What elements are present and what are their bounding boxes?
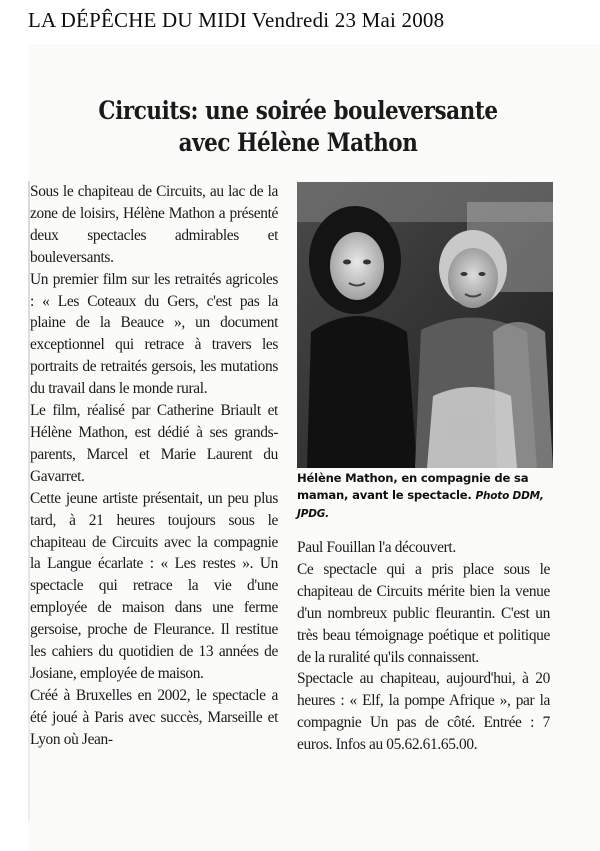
article-paragraph: Paul Fouillan l'a découvert. (297, 539, 456, 556)
photo-image (297, 182, 553, 468)
article-photo (297, 182, 553, 468)
headline-line-1: Circuits: une soirée bouleversante (98, 96, 498, 125)
article-paragraph: Le film, réalisé par Catherine Briault et Hélène Mathon, est dédié à ses grands-parents, Marcel et Marie Laurent du Gavarret. (30, 402, 278, 485)
headline-line-2: avec Hélène Mathon (178, 128, 418, 157)
article-paragraph: Sous le chapiteau de Circuits, au lac de la zone de loisirs, Hélène Mathon a présenté deux spectacles admirables et bouleversants. (30, 183, 278, 266)
photo-credit: Photo DDM, JPDG. (297, 490, 544, 520)
caption-text: Hélène Mathon, en compagnie de sa maman, avant le spectacle. (297, 471, 529, 502)
article-column-left (30, 181, 278, 751)
article-paragraph: Un premier film sur les retraités agricoles : « Les Coteaux du Gers, c'est pas la plaine de la Beauce », un document exceptionnel qui retrace à travers les portraits de retraités gersois, les mutations du travail dans le monde rural. (30, 270, 278, 398)
masthead: LA DÉPÊCHE DU MIDI Vendredi 23 Mai 2008 (28, 8, 445, 32)
article-paragraph: Spectacle au chapiteau, aujourd'hui, à 20 heures : « Elf, la pompe Afrique », par la compagnie Un pas de côté. Entrée : 7 euros. Infos au 05.62.61.65.00. (297, 670, 550, 754)
article-column-right (297, 537, 550, 756)
article-paragraph: Créé à Bruxelles en 2002, le spectacle a été joué à Paris avec succès, Marseille et Lyon où Jean- (30, 686, 278, 748)
photo-caption (297, 470, 553, 523)
article-paragraph: Ce spectacle qui a pris place sous le chapiteau de Circuits mérite bien la venue d'un nombreux public fleurantin. C'est un très beau témoignage poétique et politique de la ruralité qu'ils connaissent. (297, 560, 550, 666)
headline (74, 95, 521, 159)
article-paragraph: Cette jeune artiste présentait, un peu plus tard, à 21 heures toujours sous le chapiteau de Circuits avec la compagnie la Langue écarlate : « Les restes ». Un spectacle qui retrace la vie d'une employée de maison dans une ferme gersoise, proche de Fleurance. Il restitue les cahiers du quotidien de 13 années de Josiane, employée de maison. (30, 489, 278, 682)
